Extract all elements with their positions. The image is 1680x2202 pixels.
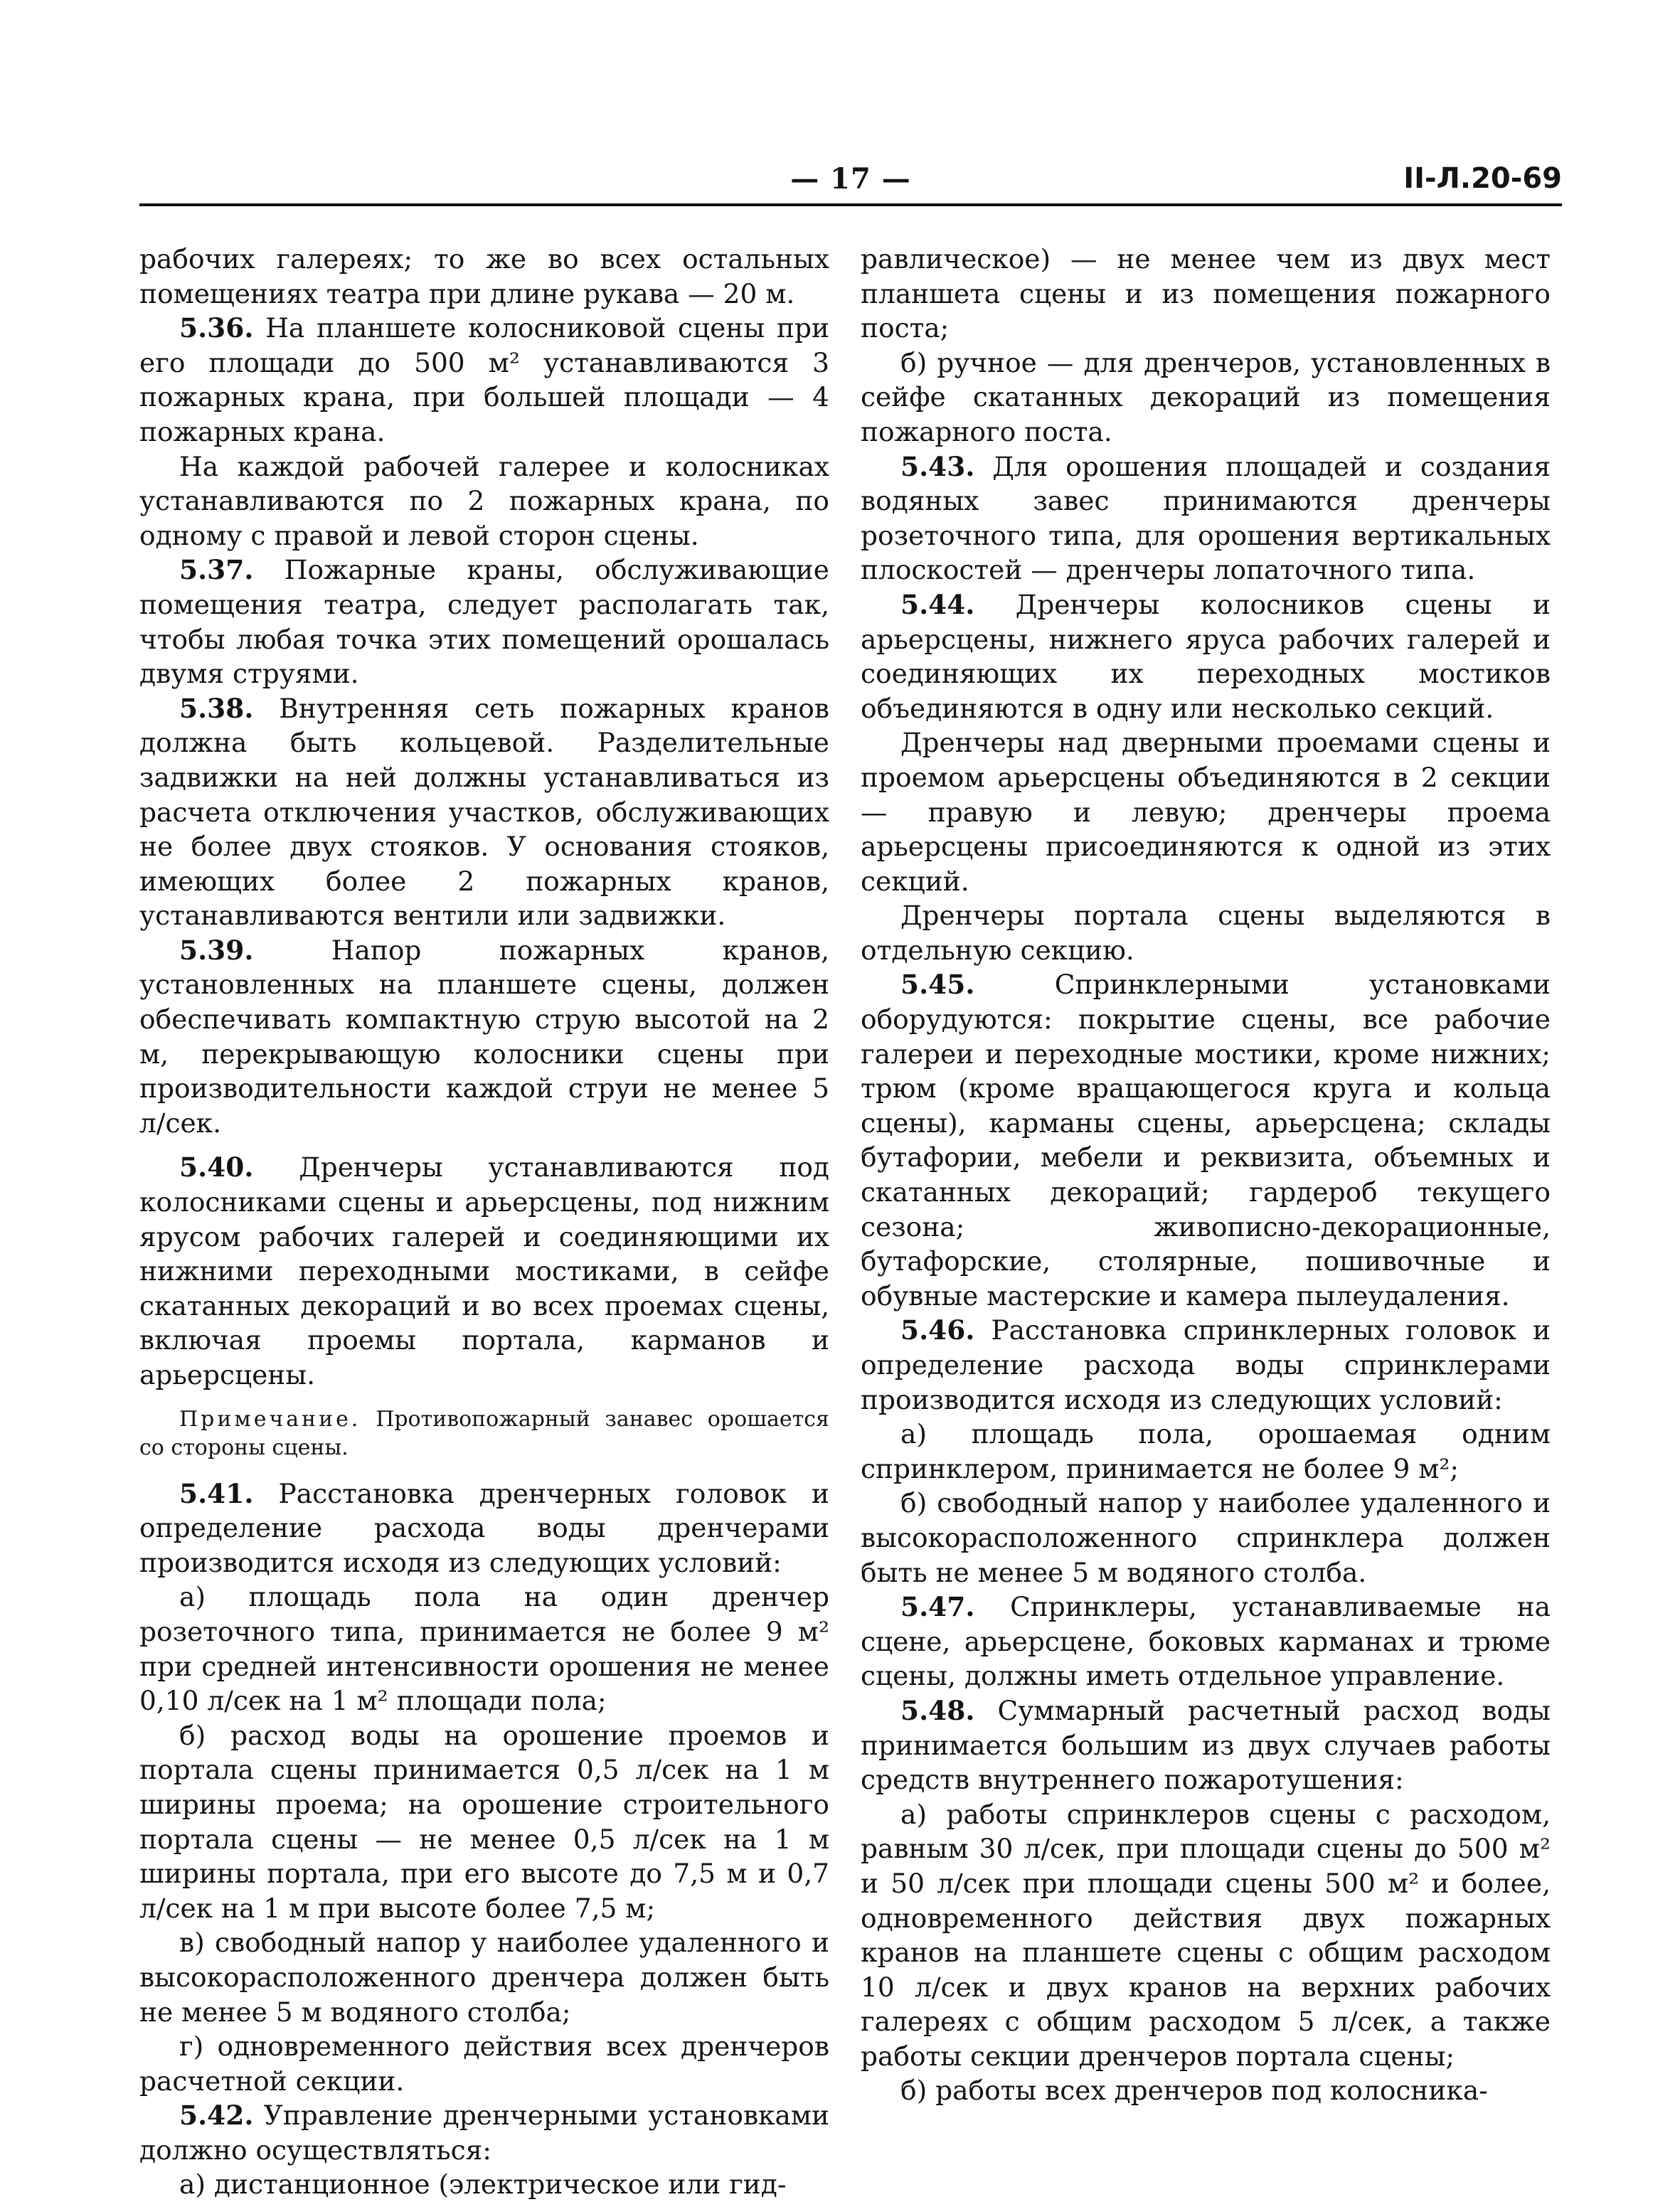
section-text: Дренчеры колосников сцены и арьерсцены, нижнего яруса рабочих галерей и соединяющих их переходных мостиков объединяются в одну или несколько секций. (861, 588, 1551, 724)
section-number: 5.42. (179, 2100, 254, 2132)
note (139, 1405, 829, 1462)
list-item: а) площадь пола на один дренчер розеточного типа, принимается не более 9 м² при средней интенсивности орошения не менее 0,10 л/сек на 1 м² площади пола; (139, 1581, 829, 1717)
section-number: 5.37. (179, 554, 254, 586)
section-5-39 (139, 933, 829, 1141)
section-number: 5.48. (900, 1694, 975, 1726)
list-item: а) дистанционное (электрическое или гид- (179, 2169, 787, 2201)
section-text: Внутренняя сеть пожарных кранов должна быть кольцевой. Разделительные задвижки на ней должны устанавливаться из расчета отключения участков, обслуживающих не более двух стояков. У основания стояков, имеющих более 2 пожарных кранов, устанавливаются вентили или задвижки. (139, 692, 829, 932)
list-item: б) работы всех дренчеров под колосника- (900, 2075, 1488, 2107)
section-number: 5.41. (179, 1477, 254, 1509)
section-5-41 (139, 1477, 829, 1580)
section-5-38 (139, 691, 829, 933)
section-5-48 (861, 1693, 1551, 1797)
section-5-36 (139, 311, 829, 449)
paragraph: На каждой рабочей галерее и колосниках устанавливаются по 2 пожарных крана, по одному с правой и левой сторон сцены. (139, 450, 829, 551)
section-number: 5.36. (179, 312, 254, 344)
section-text: На планшете колосниковой сцены при его площади до 500 м² устанавливаются 3 пожарных крана, при большей площади — 4 пожарных крана. (139, 312, 829, 447)
paragraph: Дренчеры портала сцены выделяются в отдельную секцию. (861, 900, 1551, 966)
list-item: б) свободный напор у наиболее удаленного и высокорасположенного спринклера должен быть не менее 5 м водяного столба. (861, 1487, 1551, 1588)
page-header (139, 162, 1562, 205)
list-item: в) свободный напор у наиболее удаленного и высокорасположенного дренчера должен быть не менее 5 м водяного столба; (139, 1927, 829, 2028)
section-text: Управление дренчерными установками должно осуществляться: (139, 2100, 830, 2166)
section-5-42 (139, 2098, 829, 2167)
section-number: 5.43. (900, 450, 975, 482)
section-5-44 (861, 587, 1551, 725)
section-text: Спринклеры, устанавливаемые на сцене, арьерсцене, боковых карманах и трюме сцены, должны иметь отдельное управление. (861, 1591, 1551, 1692)
list-item: а) площадь пола, орошаемая одним спринклером, принимается не более 9 м²; (861, 1418, 1551, 1484)
section-text: Спринклерными установками оборудуются: покрытие сцены, все рабочие галереи и переходные мостики, кроме нижних; трюм (кроме вращающегося круга и кольца сцены), карманы сцены, арьерсцена; склады бутафории, мебели и реквизита, объемных и скатанных декораций; гардероб текущего сезона; живописно-декорационные, бутафорские, столярные, пошивочные и обувные мастерские и камера пылеудаления. (861, 969, 1551, 1312)
paragraph: Дренчеры над дверными проемами сцены и проемом арьерсцены объединяются в 2 секции — правую и левую; дренчеры проема арьерсцены присоединяются к одной из этих секций. (861, 727, 1551, 897)
right-column (861, 242, 1551, 2108)
section-text: Напор пожарных кранов, установленных на планшете сцены, должен обеспечивать компактную струю высотой на 2 м, перекрывающую колосники сцены при производительности каждой струи не менее 5 л/сек. (139, 934, 829, 1139)
note-text: Противопожарный занавес орошается со стороны сцены. (139, 1406, 829, 1460)
section-5-37 (139, 553, 829, 691)
list-item: а) работы спринклеров сцены с расходом, равным 30 л/сек, при площади сцены до 500 м² и 50 л/сек при площади сцены 500 м² и более, одновременного действия двух пожарных кранов на планшете сцены с общим расходом 10 л/сек и двух кранов на верхних рабочих галереях с общим расходом 5 л/сек, а также работы секции дренчеров портала сцены; (861, 1798, 1551, 2072)
section-number: 5.47. (900, 1591, 975, 1623)
section-text: Расстановка спринклерных головок и определение расхода воды спринклерами производится исходя из следующих условий: (861, 1314, 1551, 1415)
note-label: Примечание. (179, 1406, 361, 1432)
section-number: 5.39. (179, 934, 254, 966)
document-code: II-Л.20-69 (1403, 162, 1562, 195)
left-column (139, 242, 829, 2202)
section-number: 5.40. (179, 1151, 254, 1184)
list-item: б) ручное — для дренчеров, установленных в сейфе скатанных декораций из помещения пожарного поста. (861, 346, 1551, 447)
section-number: 5.38. (179, 692, 254, 724)
section-5-40 (139, 1150, 829, 1392)
header-rule (139, 203, 1562, 206)
section-text: Расстановка дренчерных головок и определение расхода воды дренчерами производится исходя из следующих условий: (139, 1477, 829, 1578)
section-text: Для орошения площадей и создания водяных завес принимаются дренчеры розеточного типа, для орошения вертикальных плоскостей — дренчеры лопаточного типа. (861, 450, 1551, 586)
section-text: Суммарный расчетный расход воды принимается большим из двух случаев работы средств внутреннего пожаротушения: (861, 1694, 1551, 1796)
section-text: Дренчеры устанавливаются под колосниками сцены и арьерсцены, под нижним ярусом рабочих галерей и соединяющими их нижними переходными мостиками, в сейфе скатанных декораций и во всех проемах сцены, включая проемы портала, карманов и арьерсцены. (139, 1151, 829, 1390)
paragraph: равлическое) — не менее чем из двух мест планшета сцены и из помещения пожарного поста; (861, 243, 1551, 344)
section-5-46 (861, 1313, 1551, 1417)
section-5-43 (861, 450, 1551, 587)
paragraph: рабочих галереях; то же во всех остальных помещениях театра при длине рукава — 20 м. (139, 243, 829, 309)
section-number: 5.44. (900, 588, 975, 620)
section-number: 5.45. (900, 969, 975, 1001)
list-item: б) расход воды на орошение проемов и портала сцены принимается 0,5 л/сек на 1 м ширины проема; на орошение строительного портала сцены — не менее 0,5 л/сек на 1 м ширины портала, при его высоте до 7,5 м и 0,7 л/сек на 1 м при высоте более 7,5 м; (139, 1719, 829, 1924)
section-number: 5.46. (900, 1314, 975, 1346)
section-text: Пожарные краны, обслуживающие помещения театра, следует располагать так, чтобы любая точка этих помещений орошалась двумя струями. (139, 554, 829, 690)
list-item: г) одновременного действия всех дренчеров расчетной секции. (139, 2031, 829, 2097)
section-5-47 (861, 1590, 1551, 1693)
section-5-45 (861, 967, 1551, 1313)
page-number: — 17 — (790, 162, 911, 196)
